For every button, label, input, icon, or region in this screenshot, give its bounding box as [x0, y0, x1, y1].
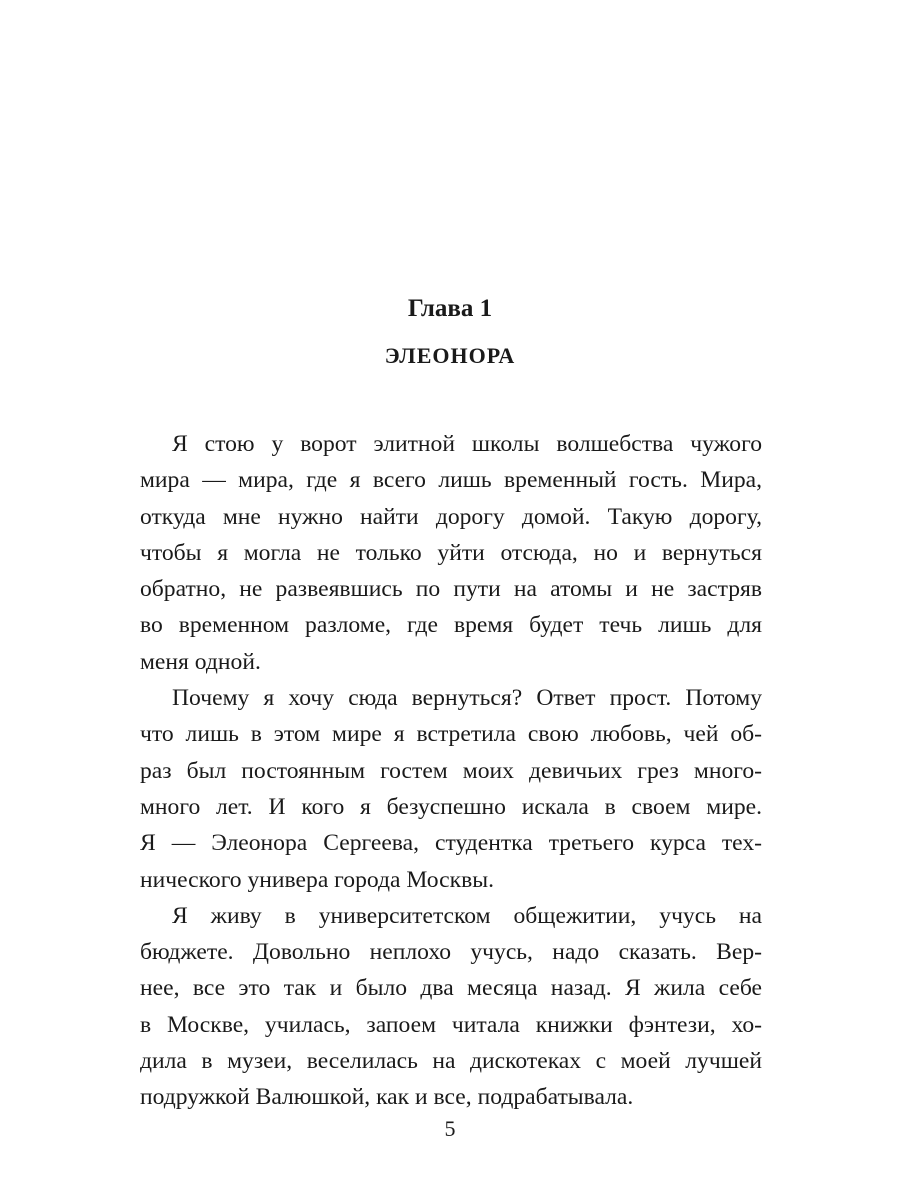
paragraph-1 [140, 426, 762, 680]
text-line: во временном разломе, где время будет течь лишь для [140, 612, 762, 639]
text-line: раз был постоянным гостем моих девичьих грез много- [140, 757, 762, 784]
text-line: нического универа города Москвы. [140, 866, 494, 893]
text-line: много лет. И кого я безуспешно искала в своем мире. [140, 793, 762, 820]
text-line: обратно, не развеявшись по пути на атомы и не застряв [140, 576, 762, 603]
text-line: Я — Элеонора Сергеева, студентка третьего курса тех- [140, 830, 762, 857]
text-line: что лишь в этом мире я встретила свою любовь, чей об- [140, 721, 762, 748]
paragraph-2 [140, 680, 762, 898]
text-line: подружкой Валюшкой, как и все, подрабатывала. [140, 1084, 634, 1111]
text-line: чтобы я могла не только уйти отсюда, но и вернуться [140, 539, 762, 566]
text-line: мира — мира, где я всего лишь временный гость. Мира, [140, 467, 762, 494]
page-number: 5 [444, 1116, 456, 1141]
text-line: нее, все это так и было два месяца назад. Я жила себе [140, 975, 762, 1002]
chapter-body [140, 426, 762, 1116]
text-line: бюджете. Довольно неплохо учусь, надо сказать. Вер- [140, 939, 762, 966]
text-line: дила в музеи, веселилась на дискотеках с моей лучшей [140, 1048, 762, 1075]
paragraph-3 [140, 898, 762, 1116]
text-line: Я живу в университетском общежитии, учусь на [172, 902, 762, 929]
chapter-title: ЭЛЕОНОРА [384, 343, 516, 368]
text-line: Почему я хочу сюда вернуться? Ответ прост. Потому [172, 685, 762, 712]
text-line: откуда мне нужно найти дорогу домой. Такую дорогу, [140, 503, 762, 530]
chapter-number: Глава 1 [407, 295, 493, 322]
text-line: в Москве, училась, запоем читала книжки фэнтези, хо- [140, 1011, 762, 1038]
text-line: Я стою у ворот элитной школы волшебства чужого [172, 431, 762, 457]
text-line: меня одной. [140, 648, 261, 675]
